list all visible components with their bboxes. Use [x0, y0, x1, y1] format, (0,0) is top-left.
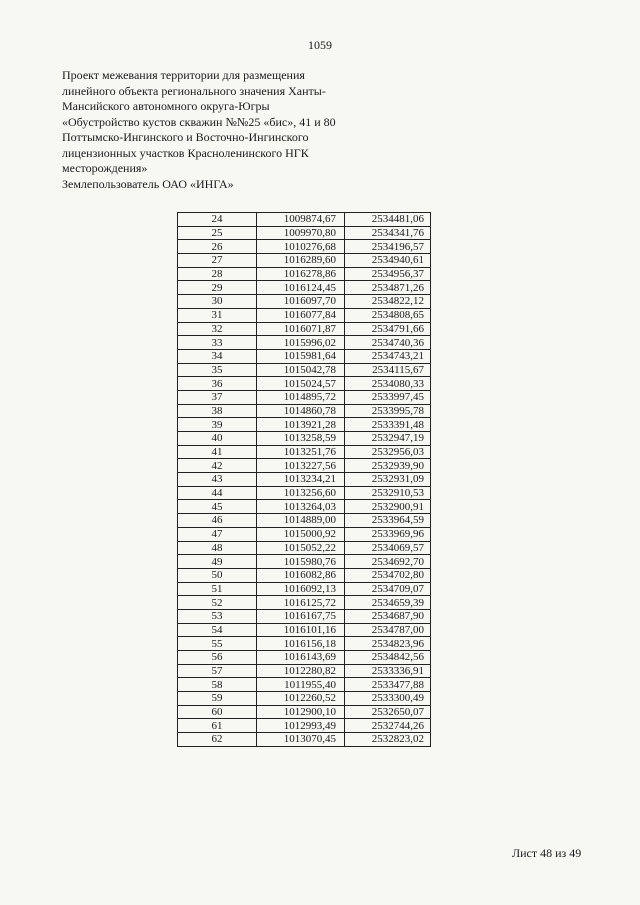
x-coordinate-cell: 1013234,21 [257, 473, 345, 487]
header-line: месторождения» [62, 161, 148, 175]
page-number: 1059 [308, 38, 332, 52]
y-coordinate-cell: 2534341,76 [345, 226, 431, 240]
table-row [178, 719, 431, 733]
table-row [178, 582, 431, 596]
x-coordinate-cell: 1016101,16 [257, 623, 345, 637]
table-row [178, 651, 431, 665]
x-coordinate-cell: 1016278,86 [257, 267, 345, 281]
coordinates-table [177, 212, 431, 747]
y-coordinate-cell: 2534871,26 [345, 281, 431, 295]
table-row [178, 733, 431, 747]
y-coordinate-cell: 2534808,65 [345, 308, 431, 322]
point-number-cell: 32 [178, 322, 257, 336]
y-coordinate-cell: 2534115,67 [345, 363, 431, 377]
y-coordinate-cell: 2534080,33 [345, 377, 431, 391]
table-row [178, 363, 431, 377]
point-number-cell: 40 [178, 432, 257, 446]
table-row [178, 308, 431, 322]
y-coordinate-cell: 2532744,26 [345, 719, 431, 733]
table-row [178, 213, 431, 227]
x-coordinate-cell: 1012260,52 [257, 692, 345, 706]
y-coordinate-cell: 2534740,36 [345, 336, 431, 350]
header-line: линейного объекта регионального значения Ханты- [62, 83, 326, 98]
x-coordinate-cell: 1015981,64 [257, 349, 345, 363]
coordinates-table-body [178, 213, 431, 747]
point-number-cell: 55 [178, 637, 257, 651]
point-number-cell: 34 [178, 349, 257, 363]
x-coordinate-cell: 1013256,60 [257, 486, 345, 500]
y-coordinate-cell: 2532947,19 [345, 432, 431, 446]
x-coordinate-cell: 1016097,70 [257, 295, 345, 309]
x-coordinate-cell: 1013258,59 [257, 432, 345, 446]
point-number-cell: 52 [178, 596, 257, 610]
point-number-cell: 35 [178, 363, 257, 377]
x-coordinate-cell: 1013227,56 [257, 459, 345, 473]
x-coordinate-cell: 1011955,40 [257, 678, 345, 692]
point-number-cell: 28 [178, 267, 257, 281]
x-coordinate-cell: 1016156,18 [257, 637, 345, 651]
x-coordinate-cell: 1016082,86 [257, 568, 345, 582]
y-coordinate-cell: 2534956,37 [345, 267, 431, 281]
table-row [178, 609, 431, 623]
table-row [178, 486, 431, 500]
x-coordinate-cell: 1015024,57 [257, 377, 345, 391]
table-row [178, 295, 431, 309]
x-coordinate-cell: 1014860,78 [257, 404, 345, 418]
y-coordinate-cell: 2534743,21 [345, 349, 431, 363]
y-coordinate-cell: 2534791,66 [345, 322, 431, 336]
y-coordinate-cell: 2534692,70 [345, 555, 431, 569]
x-coordinate-cell: 1012900,10 [257, 705, 345, 719]
point-number-cell: 24 [178, 213, 257, 227]
y-coordinate-cell: 2534822,12 [345, 295, 431, 309]
x-coordinate-cell: 1016071,87 [257, 322, 345, 336]
table-row [178, 390, 431, 404]
x-coordinate-cell: 1014889,00 [257, 514, 345, 528]
y-coordinate-cell: 2534823,96 [345, 637, 431, 651]
point-number-cell: 39 [178, 418, 257, 432]
point-number-cell: 30 [178, 295, 257, 309]
y-coordinate-cell: 2534702,80 [345, 568, 431, 582]
point-number-cell: 58 [178, 678, 257, 692]
x-coordinate-cell: 1014895,72 [257, 390, 345, 404]
y-coordinate-cell: 2533336,91 [345, 664, 431, 678]
point-number-cell: 45 [178, 500, 257, 514]
point-number-cell: 54 [178, 623, 257, 637]
y-coordinate-cell: 2533300,49 [345, 692, 431, 706]
y-coordinate-cell: 2533391,48 [345, 418, 431, 432]
table-row [178, 377, 431, 391]
x-coordinate-cell: 1009970,80 [257, 226, 345, 240]
table-row [178, 336, 431, 350]
x-coordinate-cell: 1015996,02 [257, 336, 345, 350]
point-number-cell: 37 [178, 390, 257, 404]
table-row [178, 568, 431, 582]
y-coordinate-cell: 2534842,56 [345, 651, 431, 665]
table-row [178, 226, 431, 240]
x-coordinate-cell: 1013921,28 [257, 418, 345, 432]
y-coordinate-cell: 2532900,91 [345, 500, 431, 514]
y-coordinate-cell: 2534659,39 [345, 596, 431, 610]
y-coordinate-cell: 2534709,07 [345, 582, 431, 596]
point-number-cell: 56 [178, 651, 257, 665]
point-number-cell: 61 [178, 719, 257, 733]
point-number-cell: 50 [178, 568, 257, 582]
table-row [178, 514, 431, 528]
y-coordinate-cell: 2533995,78 [345, 404, 431, 418]
table-row [178, 664, 431, 678]
point-number-cell: 47 [178, 527, 257, 541]
y-coordinate-cell: 2532931,09 [345, 473, 431, 487]
point-number-cell: 29 [178, 281, 257, 295]
point-number-cell: 62 [178, 733, 257, 747]
header-line: Мансийского автономного округа-Югры [62, 99, 270, 113]
y-coordinate-cell: 2534687,90 [345, 609, 431, 623]
table-row [178, 692, 431, 706]
point-number-cell: 31 [178, 308, 257, 322]
x-coordinate-cell: 1015052,22 [257, 541, 345, 555]
x-coordinate-cell: 1015000,92 [257, 527, 345, 541]
x-coordinate-cell: 1016092,13 [257, 582, 345, 596]
table-row [178, 240, 431, 254]
table-row [178, 254, 431, 268]
x-coordinate-cell: 1016125,72 [257, 596, 345, 610]
y-coordinate-cell: 2532823,02 [345, 733, 431, 747]
table-row [178, 473, 431, 487]
point-number-cell: 25 [178, 226, 257, 240]
point-number-cell: 42 [178, 459, 257, 473]
table-row [178, 500, 431, 514]
point-number-cell: 53 [178, 609, 257, 623]
point-number-cell: 60 [178, 705, 257, 719]
point-number-cell: 49 [178, 555, 257, 569]
sheet-number: Лист 48 из 49 [512, 846, 582, 860]
header-line: «Обустройство кустов скважин №№25 «бис», 41 и 80 [62, 114, 336, 129]
x-coordinate-cell: 1013070,45 [257, 733, 345, 747]
table-row [178, 541, 431, 555]
x-coordinate-cell: 1013264,03 [257, 500, 345, 514]
point-number-cell: 44 [178, 486, 257, 500]
table-row [178, 322, 431, 336]
table-row [178, 445, 431, 459]
table-row [178, 349, 431, 363]
y-coordinate-cell: 2533477,88 [345, 678, 431, 692]
x-coordinate-cell: 1016167,75 [257, 609, 345, 623]
header-line: лицензионных участков Красноленинского НГК [62, 145, 309, 160]
y-coordinate-cell: 2532910,53 [345, 486, 431, 500]
y-coordinate-cell: 2534940,61 [345, 254, 431, 268]
y-coordinate-cell: 2534196,57 [345, 240, 431, 254]
x-coordinate-cell: 1012993,49 [257, 719, 345, 733]
x-coordinate-cell: 1012280,82 [257, 664, 345, 678]
y-coordinate-cell: 2534069,57 [345, 541, 431, 555]
table-row [178, 281, 431, 295]
y-coordinate-cell: 2533969,96 [345, 527, 431, 541]
point-number-cell: 33 [178, 336, 257, 350]
table-row [178, 637, 431, 651]
point-number-cell: 51 [178, 582, 257, 596]
y-coordinate-cell: 2534481,06 [345, 213, 431, 227]
point-number-cell: 26 [178, 240, 257, 254]
table-row [178, 527, 431, 541]
table-row [178, 459, 431, 473]
table-row [178, 267, 431, 281]
point-number-cell: 36 [178, 377, 257, 391]
table-row [178, 705, 431, 719]
x-coordinate-cell: 1016124,45 [257, 281, 345, 295]
table-row [178, 596, 431, 610]
y-coordinate-cell: 2532956,03 [345, 445, 431, 459]
document-header [62, 68, 402, 192]
point-number-cell: 46 [178, 514, 257, 528]
land-user-line: Землепользователь ОАО «ИНГА» [62, 176, 234, 191]
table-row [178, 404, 431, 418]
x-coordinate-cell: 1016077,84 [257, 308, 345, 322]
header-line: Поттымско-Ингинского и Восточно-Ингинского [62, 130, 309, 144]
table-row [178, 623, 431, 637]
header-line: Проект межевания территории для размещения [62, 68, 305, 82]
y-coordinate-cell: 2534787,00 [345, 623, 431, 637]
y-coordinate-cell: 2533964,59 [345, 514, 431, 528]
table-row [178, 432, 431, 446]
x-coordinate-cell: 1009874,67 [257, 213, 345, 227]
point-number-cell: 57 [178, 664, 257, 678]
y-coordinate-cell: 2532939,90 [345, 459, 431, 473]
x-coordinate-cell: 1010276,68 [257, 240, 345, 254]
point-number-cell: 27 [178, 254, 257, 268]
y-coordinate-cell: 2532650,07 [345, 705, 431, 719]
point-number-cell: 38 [178, 404, 257, 418]
point-number-cell: 48 [178, 541, 257, 555]
x-coordinate-cell: 1016289,60 [257, 254, 345, 268]
x-coordinate-cell: 1015042,78 [257, 363, 345, 377]
table-row [178, 418, 431, 432]
point-number-cell: 59 [178, 692, 257, 706]
point-number-cell: 41 [178, 445, 257, 459]
table-row [178, 678, 431, 692]
x-coordinate-cell: 1013251,76 [257, 445, 345, 459]
x-coordinate-cell: 1015980,76 [257, 555, 345, 569]
x-coordinate-cell: 1016143,69 [257, 651, 345, 665]
y-coordinate-cell: 2533997,45 [345, 390, 431, 404]
table-row [178, 555, 431, 569]
point-number-cell: 43 [178, 473, 257, 487]
